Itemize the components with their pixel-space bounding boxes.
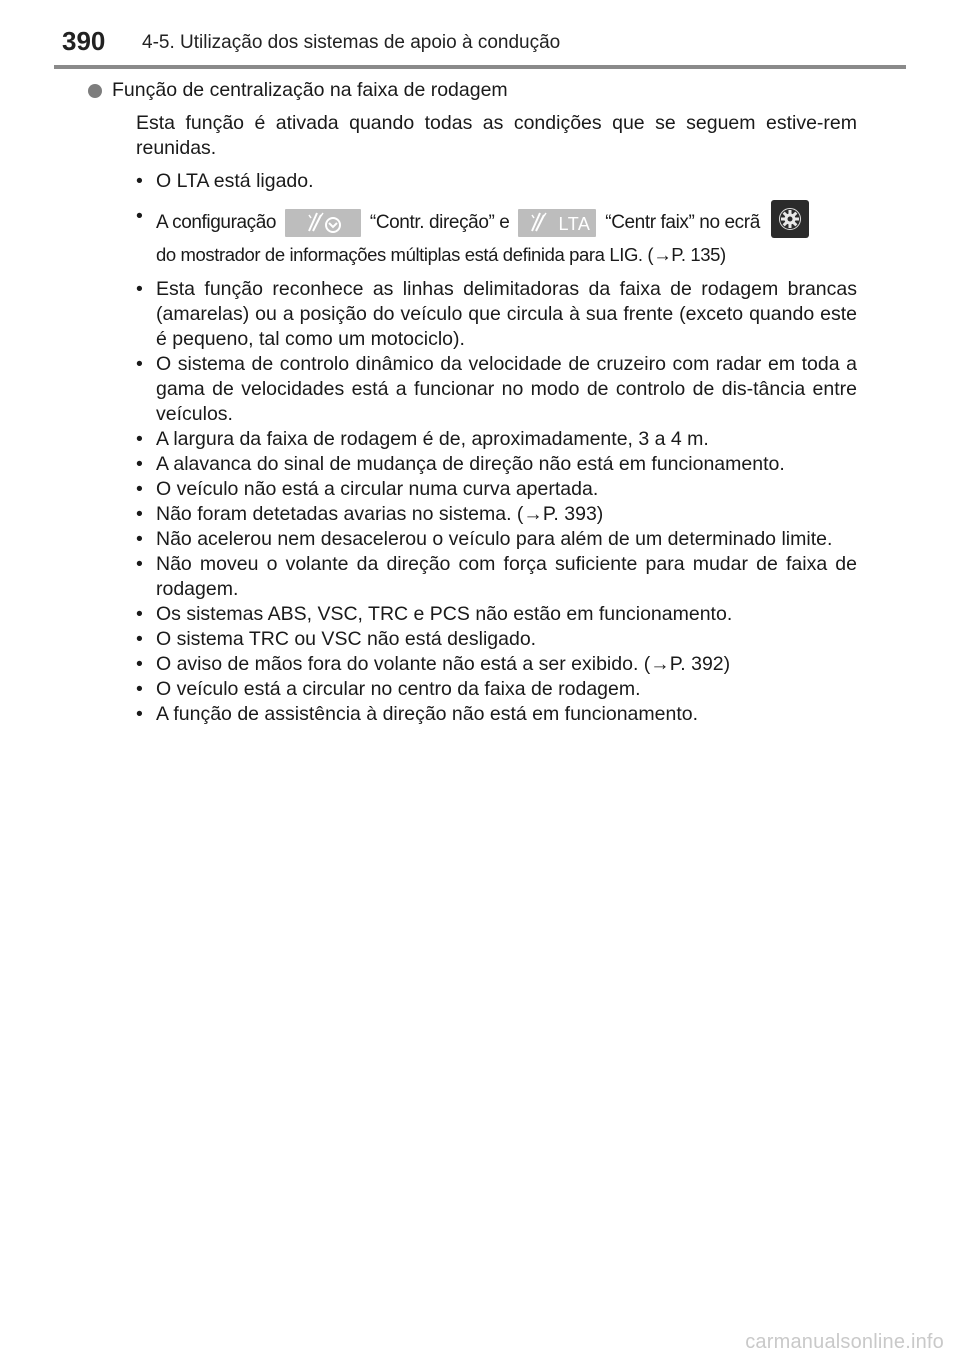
config-text-2: “Contr. direção” e <box>369 212 510 234</box>
bullet-mark: • <box>136 678 143 700</box>
item-text: Esta função reconhece as linhas delimitadoras da faixa de rodagem brancas (amarelas) ou a posição do veículo que circula à sua frente (exceto quando este é pequeno, tal como um motociclo). <box>156 278 857 350</box>
list-item <box>112 352 857 427</box>
item-text: O veículo não está a circular numa curva apertada. <box>156 478 599 500</box>
item-text: A alavanca do sinal de mudança de direção não está em funcionamento. <box>156 453 785 475</box>
page-reference[interactable]: P. 135) <box>671 244 726 265</box>
intro-paragraph: Esta função é ativada quando todas as condições que se seguem estive-rem reunidas. <box>136 112 857 159</box>
reference-arrow: → <box>653 244 672 265</box>
section-title: 4-5. Utilização dos sistemas de apoio à condução <box>142 32 561 53</box>
bullet-mark: • <box>136 278 143 300</box>
conditions-list <box>112 169 857 727</box>
bullet-mark: • <box>136 428 143 450</box>
watermark: carmanualsonline.info <box>745 1331 944 1353</box>
list-item <box>112 627 857 652</box>
list-item-configuration <box>112 204 857 267</box>
bullet-mark: • <box>136 528 143 550</box>
list-item <box>112 702 857 727</box>
lta-label: LTA <box>558 214 591 234</box>
bullet-mark: • <box>136 553 143 575</box>
item-text: Não foram detetadas avarias no sistema. (→P. 393) <box>156 503 604 525</box>
list-item <box>112 277 857 352</box>
config-text-1: A configuração <box>156 212 277 234</box>
main-content <box>112 78 857 727</box>
item-text: O veículo está a circular no centro da faixa de rodagem. <box>156 678 641 700</box>
bullet-mark: • <box>136 653 143 675</box>
header-rule <box>54 65 906 69</box>
list-item <box>112 602 857 627</box>
list-item <box>112 552 857 602</box>
bullet-dot-icon <box>88 84 102 98</box>
config-text-4: do mostrador de informações múltiplas está definida para LIG. ( <box>156 244 654 265</box>
list-item <box>112 477 857 502</box>
item-text: A largura da faixa de rodagem é de, aproximadamente, 3 a 4 m. <box>156 428 709 450</box>
page-number: 390 <box>62 26 106 56</box>
bullet-mark: • <box>136 478 143 500</box>
bullet-mark: • <box>136 205 143 227</box>
list-item <box>112 527 857 552</box>
bullet-mark: • <box>136 453 143 475</box>
item-text: Os sistemas ABS, VSC, TRC e PCS não estão em funcionamento. <box>156 603 733 625</box>
lta-lane-icon <box>518 209 596 237</box>
list-item <box>112 677 857 702</box>
item-text: O sistema de controlo dinâmico da velocidade de cruzeiro com radar em toda a gama de velocidades está a funcionar no modo de controlo de dis-tância entre veículos. <box>156 353 857 425</box>
list-item <box>112 452 857 477</box>
list-item <box>112 502 857 527</box>
bullet-mark: • <box>136 170 143 192</box>
list-item <box>112 427 857 452</box>
item-text: O LTA está ligado. <box>156 170 314 192</box>
lta-steering-icon <box>285 209 361 237</box>
list-item <box>112 169 857 194</box>
config-text-3: “Centr faix” no ecrã <box>605 212 760 234</box>
list-item <box>112 652 857 677</box>
heading-text: Função de centralização na faixa de rodagem <box>112 79 508 101</box>
settings-gear-icon <box>771 200 809 238</box>
item-text: O aviso de mãos fora do volante não está a ser exibido. (→P. 392) <box>156 653 731 675</box>
subsection-heading <box>88 78 857 103</box>
item-text: O sistema TRC ou VSC não está desligado. <box>156 628 537 650</box>
item-text: Não acelerou nem desacelerou o veículo para além de um determinado limite. <box>156 528 833 550</box>
item-text: Não moveu o volante da direção com força suficiente para mudar de faixa de rodagem. <box>156 553 857 600</box>
bullet-mark: • <box>136 353 143 375</box>
bullet-mark: • <box>136 628 143 650</box>
item-text: A função de assistência à direção não está em funcionamento. <box>156 703 699 725</box>
bullet-mark: • <box>136 503 143 525</box>
bullet-mark: • <box>136 603 143 625</box>
bullet-mark: • <box>136 703 143 725</box>
